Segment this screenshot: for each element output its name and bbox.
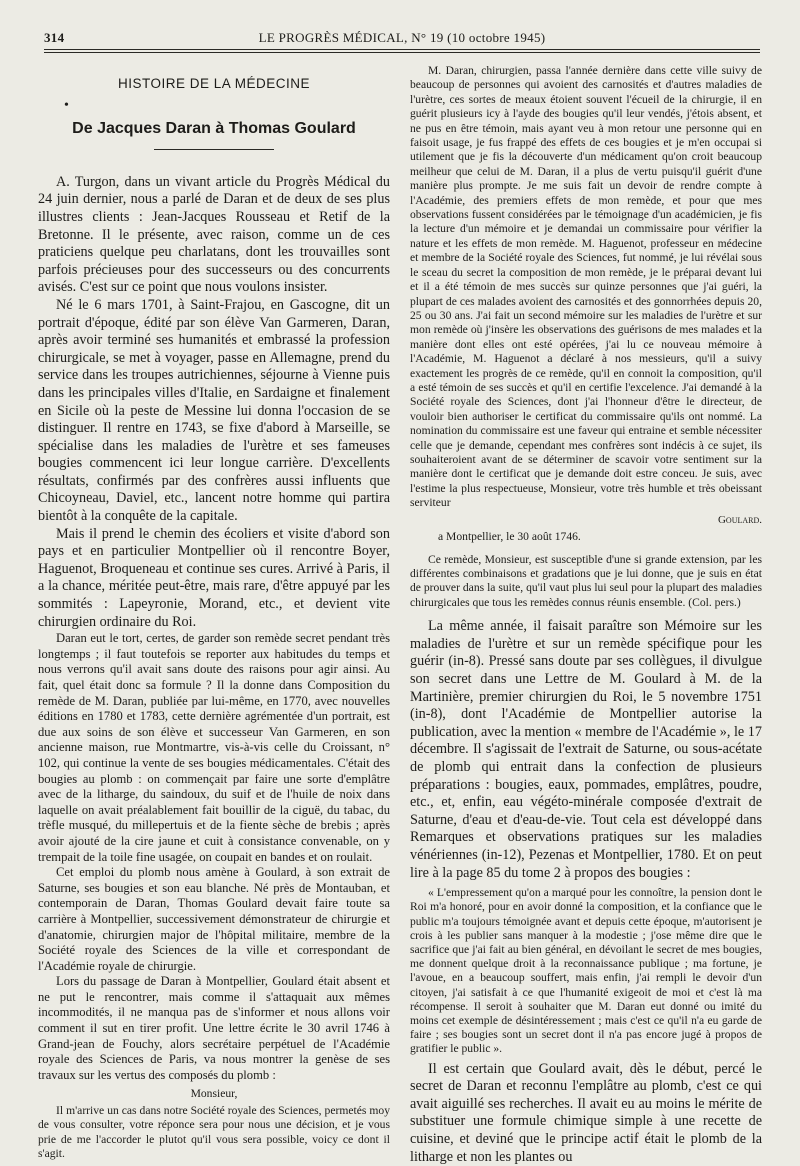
quotation: « L'empressement qu'on a marqué pour les connoître, la pension dont le Roi m'a honoré, pour en avoir donné la composition, et la confiance que le public m'a toujours témoignée avant et depuis cette époque, m'autorisent je crois à les publier sans manquer à la modestie ; j'ose même dire que le sacrifice que j'ai fait au bien général, en dévoilant le secret de mes bougies, me donnent quelque droit à la reconnaissance publique ; ma fortune, je l'avoue, en a beaucoup souffert, mais enfin, j'ai rempli le devoir d'un citoyen, j'ai satisfait à ce que l'humanité exigeoit de moi et c'est là ma récompense. Il seroit à souhaiter que M. Daran eut donné ou imité du moins cet exemple de désintéressement ; mais c'est ce qu'il n'a eu garde de faire ; ses bougies sont un secret dont il n'a pas encore jugé à propos de gratifier le public ».	[410, 886, 762, 1056]
journal-title: LE PROGRÈS MÉDICAL, N° 19 (10 octobre 1945)	[258, 30, 546, 45]
paragraph-goulard: Cet emploi du plomb nous amène à Goulard, à son extrait de Saturne, ses bougies et son eau blanche. Né près de Montauban, et contemporain de Daran, Thomas Goulard devait faire toute sa carrière à Montpellier, successivement démonstrateur de chirurgie et d'anatomie, chirurgien major de l'hôpital militaire, membre de la Société royale des Sciences de la ville et correspondant de l'Académie royale de chirurgie.	[38, 865, 390, 973]
letter-salutation: Monsieur,	[190, 1087, 238, 1101]
left-column	[38, 64, 390, 1161]
letter-signature: Goulard.	[717, 513, 762, 526]
title-rule	[154, 149, 274, 150]
paragraph-letter-intro: Lors du passage de Daran à Montpellier, Goulard était absent et ne put le rencontrer, mais comme il s'attaquait aux mêmes incommodités, il ne manqua pas de s'informer et nous allons voir comment il sut en tirer profit. Une lettre écrite le 30 avril 1746 à Grand-jean de Fouchy, alors secrétaire perpétuel de l'Académie royale des Sciences de Paris, va nous montrer la genèse de ses travaux sur les vertus des composés du plomb :	[38, 974, 390, 1082]
header-rule	[44, 49, 760, 53]
bullet-mark: •	[64, 97, 69, 113]
letter-opening: Il m'arrive un cas dans notre Société royale des Sciences, permetés moy de vous consulter, votre réponce sera pour nous une décision, et je vous prie de me l'accorder le plutot qu'il vous sera possible, voicy ce dont il s'agit.	[38, 1103, 390, 1161]
letter-postscript: Ce remède, Monsieur, est susceptible d'une si grande extension, par les différentes combinaisons et gradations que je lui donne, que je suis en état de prouver dans la suite, qu'il vaut plus lui seul pour la plupart des maladies chirurgicales que tous les remèdes connus réunis ensemble. (Col. pers.)	[410, 552, 762, 609]
paragraph-memoire: La même année, il faisait paraître son Mémoire sur les maladies de l'urètre et sur un remède spécifique pour les guérir (in-8). Pressé sans doute par ses collègues, il divulgue son secret dans une Lettre de M. Goulard à M. de la Martinière, premier chirurgien du Roi, le 5 novembre 1751 (in-8), dont l'Académie de Montpellier autorise la publication, avec la mention « membre de l'Académie », le 17 décembre. Il s'agissait de l'extrait de Saturne, ou sous-acétate de plomb qui entrait dans la confection de plusieurs préparations : bougies, eaux, pommades, emplâtres, poudre, etc., et, enfin, eau végéto-minérale composée d'extrait de Saturne, d'eau et d'eau-de-vie. Tout cela est développé dans Remarques et observations pratiques sur les maladies vénériennes (in-12), Pezenas et Montpellier, 1780. Et on peut lire à la page 85 du tome 2 à propos des bougies :	[410, 618, 762, 881]
page-number: 314	[44, 30, 65, 45]
article-title: De Jacques Daran à Thomas Goulard	[72, 120, 356, 138]
paragraph-intro: A. Turgon, dans un vivant article du Progrès Médical du 24 juin dernier, nous a parlé de Daran et de deux de ses plus illustres clients : Jean-Jacques Rousseau et Retif de la Bretonne. Il le présente, avec raison, comme un de ces praticiens quelque peu charlatans, dont les trouvailles sont parfois précieuses pour des successeurs ou des concurrents avisés. C'est sur ce point que nous voulons insister.	[38, 173, 390, 296]
paragraph-formula: Daran eut le tort, certes, de garder son remède secret pendant très longtemps ; il faut toutefois se reporter aux habitudes du temps et nous verrons qu'il avait sans doute des raisons pour agir ainsi. Au fait, quel était donc sa formule ? Il la donne dans Composition du remède de M. Daran, publiée par lui-même, en 1770, avec nouvelles éditions en 1780 et 1783, cette dernière agrémentée d'un portrait, est due aux soins de son élève et successeur Van Garmeren, en son ancienne maison, rue Montmartre, vis-à-vis celle du Croissant, n° 102, qui continue la vente de ses bougies médicamentales. C'était des bougies au plomb : on commençait par faire une sorte d'emplâtre avec de la litharge, du saindoux, du suif et de l'huile de noix dans laquelle on avait préalablement fait bouillir de la ciguë, du tabac, du trèfle musqué, du millepertuis et de la fiente sèche de brebis ; après avoir ajouté de la cire jaune et cuit à consistance convenable, on y trempait de la toile fine usagée, on coupait en bandes et on roulait.	[38, 631, 390, 864]
section-heading: HISTOIRE DE LA MÉDECINE	[117, 76, 311, 91]
paragraph-conclusion: Il est certain que Goulard avait, dès le début, percé le secret de Daran et reconnu l'emplâtre au plomb, c'est ce qui avait aiguillé ses recherches. Il avait eu au moins le mérite de substituer une formule chimique simple à une recette de cuisine, et deviné que le principe actif était le plomb de la litharge et non les plantes ou	[410, 1060, 762, 1165]
letter-body: M. Daran, chirurgien, passa l'année dernière dans cette ville suivy de beaucoup de personnes qui avoient des carnosités et d'autres maladies de l'urètre, ces sortes de meaux étoient souvent l'écueil de la chirurgie, il en guérit plusieurs icy à l'ayde des bougies qu'il leur vendés, j'étois absent, et ne pus en être témoin, mais ayant veu à mon retour une personne qui en faisoit usage, je fus frappé des effets de ces bougies et je m'en occupai si utilement que je fis la découverte d'un médicament qu'on croit beaucoup meilheur que celui de M. Daran, il a plus de vertu puisqu'il guérit d'une manière plus prompte. Je me suis fait un devoir de rendre compte à l'Académie, des premiers effets de mon remède, et pour que mes observations fussent considérées par le témoignage d'un académicien, je fis la lecture d'un mémoire et je demandai un commissaire pour vérifier la nature et les effets de mon remède. M. Haguenot, professeur en médecine et membre de la Société royale des Sciences, fut nommé, je lui révélai sous le sceau du secret la composition de mon remède, je le préparai devant lui et il a été témoin de mes succès sur quinze personnes que j'ai guéri, la plupart de ces malades avoient des carnosités et des gonnorrhées depuis 20, 25 ou 30 ans. J'ai fait un second mémoire sur les maladies de l'urètre et sur mon remède où j'insère les observations des guérisons de mes malades et la manière dont elles ont esté opérées, j'ai lu ce nouveau mémoire à l'Académie, M. Haguenot a déclaré à nos messieurs, qu'il a suivy exactement les progrès de ce remède, qu'il en connoit la composition, qu'il a esté témoin de ses succès et qu'il en certifie l'excelence. J'ai demandé à la Société royale des Sciences, dont j'ai l'honneur d'être le directeur, de vouloir bien authoriser le certificat du commissaire qu'ils ont nommé. La nomination du commissaire est une faveur qui entraine et semble nécessiter celle que je demande, cependant mes confrères sont indécis à ce sujet, ils souhaiteroient avant de se déterminer de scavoir votre sentiment sur la manière dont le certificat que je demande doit estre conceu. Je suis, avec l'estime la plus respectueuse, Monsieur, votre très humble et très obeissant serviteur	[410, 64, 762, 510]
letter-date: a Montpellier, le 30 août 1746.	[438, 530, 581, 544]
right-column	[410, 64, 762, 1165]
paragraph-paris: Mais il prend le chemin des écoliers et visite d'abord son pays et en particulier Montpellier où il rencontre Boyer, Haguenot, Broqueneau et continue ses cures. Arrivé à Paris, il a la chance, méritée peut-être, mais rare, d'être appuyé par les sommités : Lapeyronie, Morand, etc., et devient vite chirurgien ordinaire du Roi.	[38, 525, 390, 630]
paragraph-biography: Né le 6 mars 1701, à Saint-Frajou, en Gascogne, dit un portrait d'époque, édité par son élève Van Garmeren, Daran, après avoir terminé ses humanités et embrassé la profession chirurgicale, se met à voyager, passe en Allemagne, prend du service dans les troupes autrichiennes, séjourne à Vienne puis dans les principales villes d'Italie, en Sardaigne et finalement en Sicile où la peste de Messine lui donna l'occasion de se distinguer. Il rentre en 1743, se fixe d'abord à Marseille, se spécialise dans les maladies de l'urètre et ses fameuses bougies commencent ici leur longue carrière. D'excellents résultats, confirmés par des confrères aussi influents que Chicoyneau, Daviel, etc., lancent notre homme qui partira bientôt à la conquête de la capitale.	[38, 296, 390, 525]
